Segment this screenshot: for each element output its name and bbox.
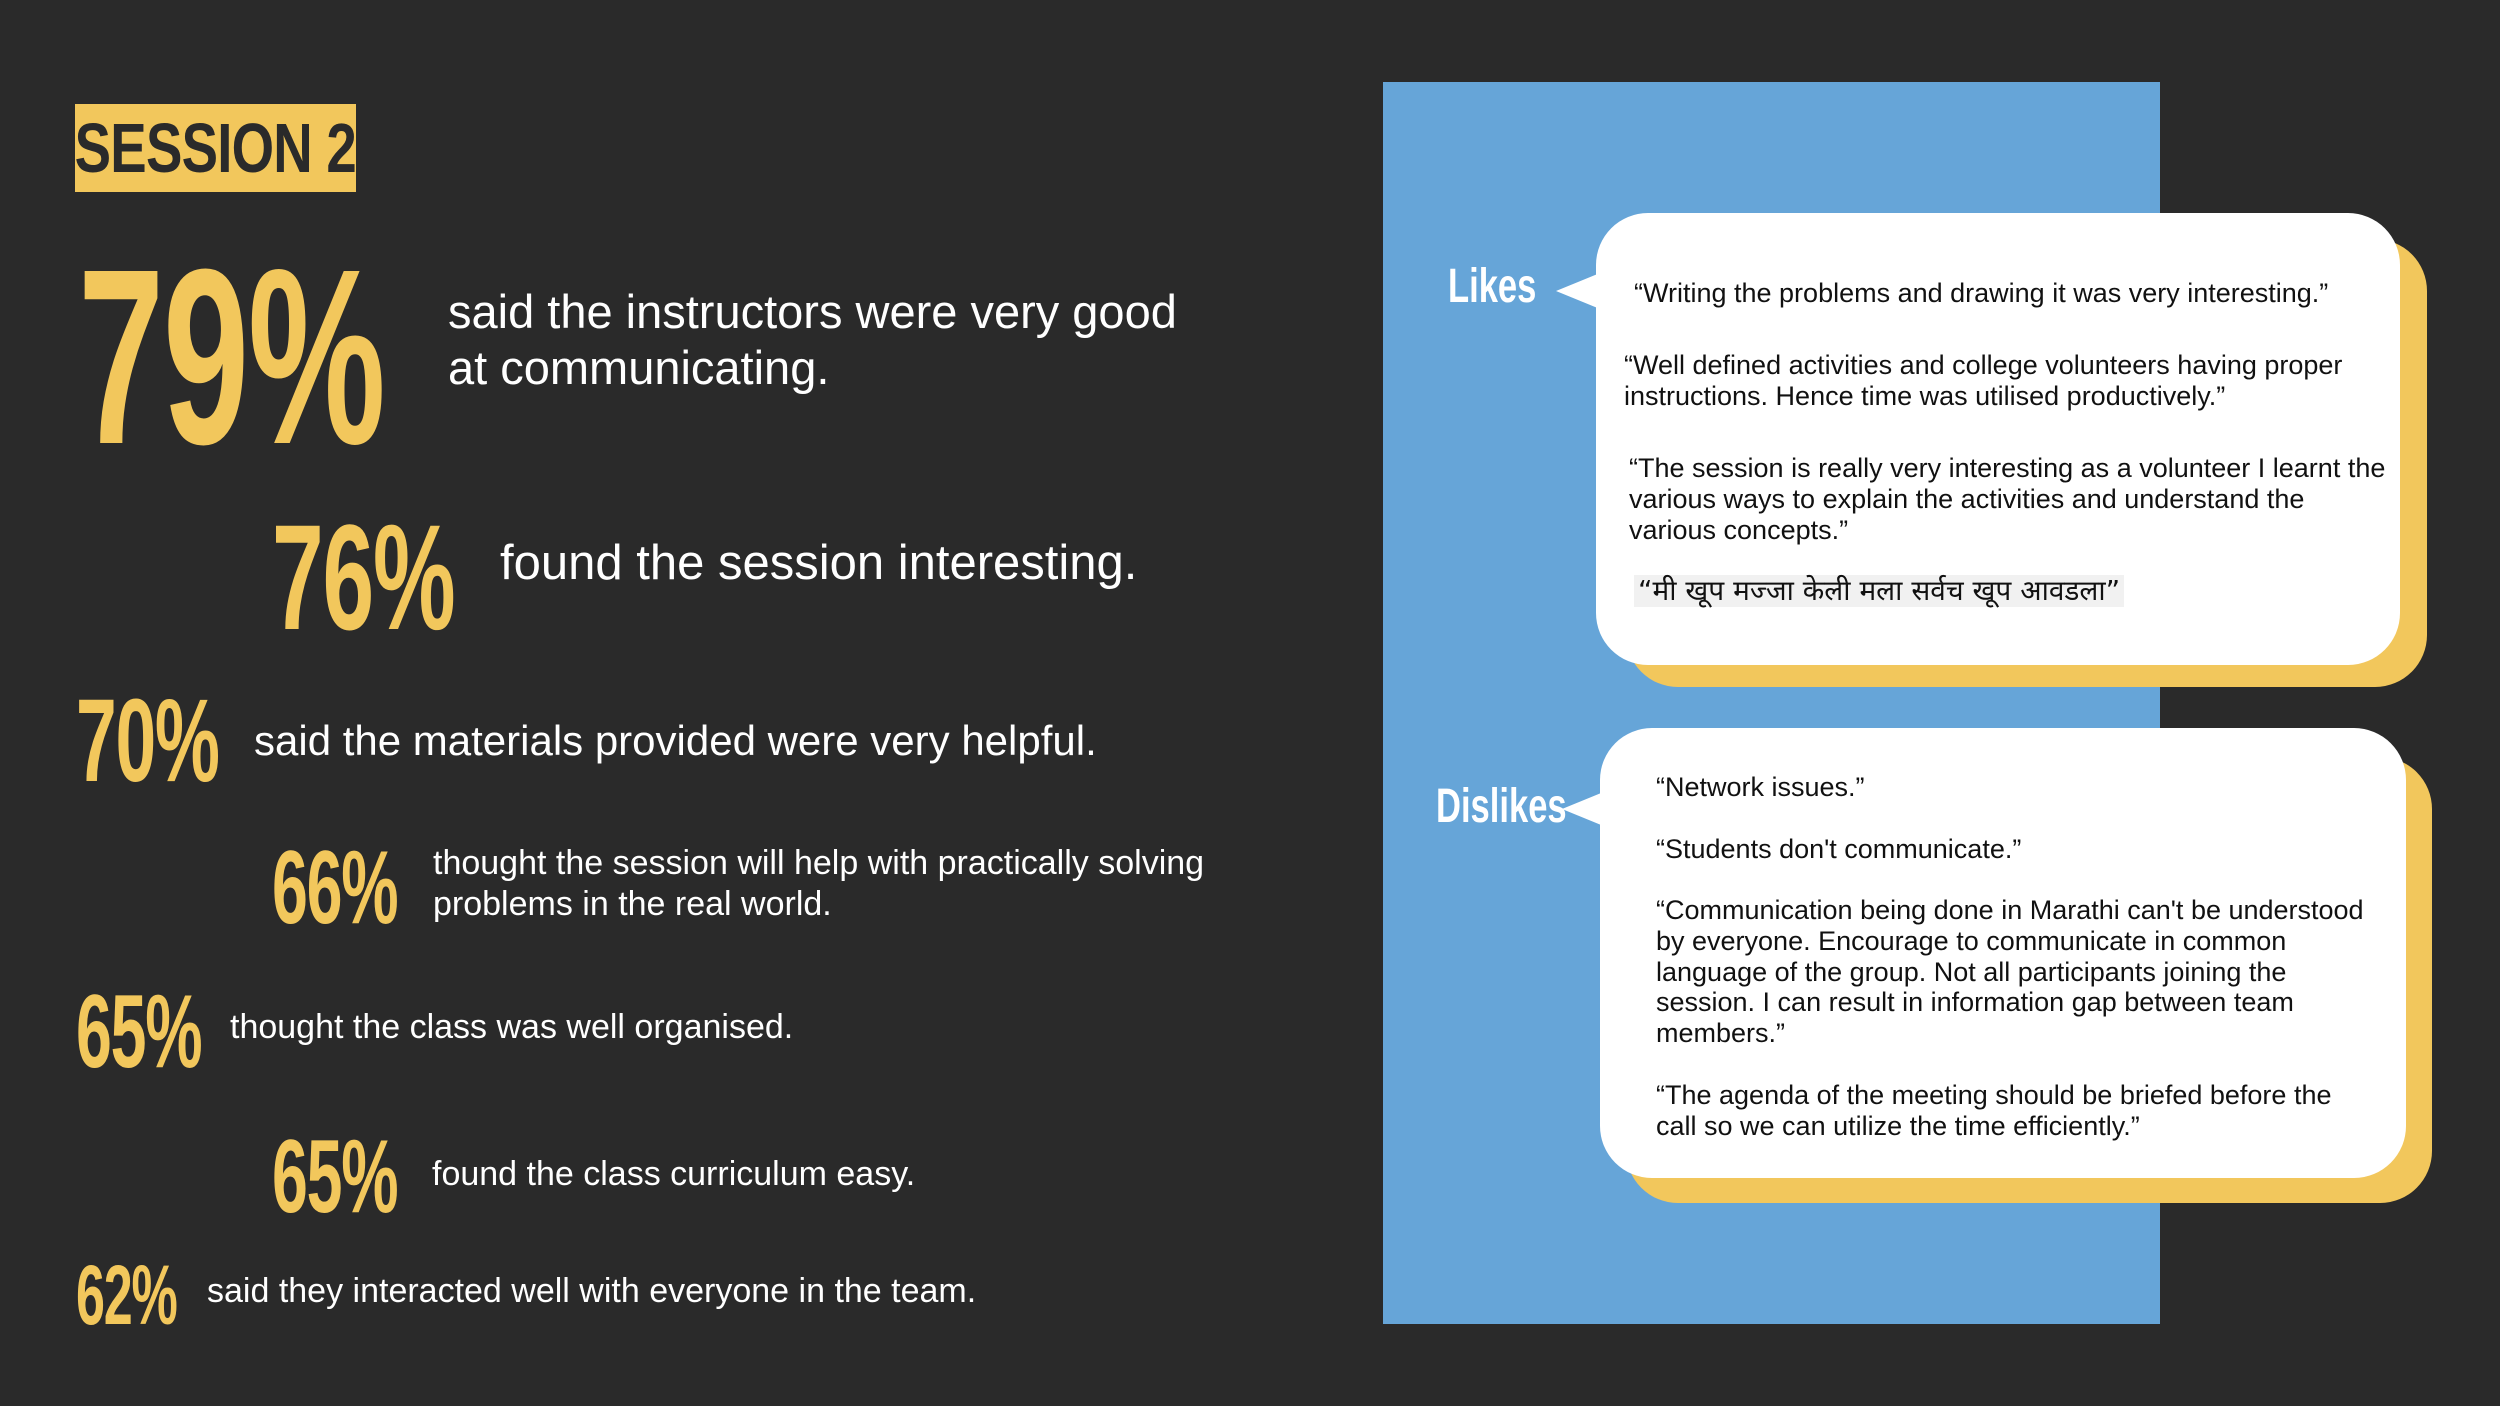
stat-76-percent: 76%	[272, 493, 455, 661]
stat-65-easy-text: found the class curriculum easy.	[432, 1155, 916, 1193]
dislikes-quote-1: “Network issues.”	[1656, 772, 1865, 802]
likes-bubble-tail	[1556, 273, 1600, 309]
stat-66-text: thought the session will help with practically solving problems in the real world.	[433, 844, 1205, 923]
stat-79-text: said the instructors were very good at communicating.	[448, 285, 1177, 395]
stat-70-text: said the materials provided were very helpful.	[254, 717, 1097, 764]
session-badge	[75, 104, 356, 192]
likes-quote-4: “मी खूप मज्जा केली मला सर्वच खूप आवडला”	[1634, 575, 2124, 607]
likes-quote-2: “Well defined activities and college volunteers having proper instructions. Hence time was utilised productively.”	[1624, 350, 2343, 411]
likes-quote-3: “The session is really very interesting as a volunteer I learnt the various ways to explain the activities and understand the various concepts.”	[1629, 453, 2386, 545]
likes-label: Likes	[1448, 260, 1537, 313]
dislikes-quote-4: “The agenda of the meeting should be briefed before the call so we can utilize the time efficiently.”	[1656, 1080, 2332, 1141]
session-title: SESSION 2	[74, 109, 357, 187]
dislikes-bubble-tail	[1562, 791, 1606, 827]
stat-62-text: said they interacted well with everyone in the team.	[207, 1272, 977, 1310]
dislikes-label: Dislikes	[1436, 780, 1567, 833]
stat-65-organised-percent: 65%	[76, 974, 202, 1090]
stat-76-text: found the session interesting.	[500, 536, 1138, 590]
stat-79-percent: 79%	[78, 217, 385, 496]
dislikes-quote-3: “Communication being done in Marathi can't be understood by everyone. Encourage to communicate in common language of the group. Not all participants joining the session. I can result in information gap between team members.”	[1656, 895, 2364, 1049]
stat-65-organised-text: thought the class was well organised.	[230, 1008, 794, 1046]
stat-66-percent: 66%	[272, 830, 398, 946]
dislikes-quote-2: “Students don't communicate.”	[1656, 834, 2022, 864]
stat-70-percent: 70%	[76, 675, 219, 807]
stat-62-percent: 62%	[76, 1248, 177, 1342]
likes-quote-1: “Writing the problems and drawing it was very interesting.”	[1634, 278, 2329, 308]
stat-65-easy-percent: 65%	[272, 1119, 398, 1235]
